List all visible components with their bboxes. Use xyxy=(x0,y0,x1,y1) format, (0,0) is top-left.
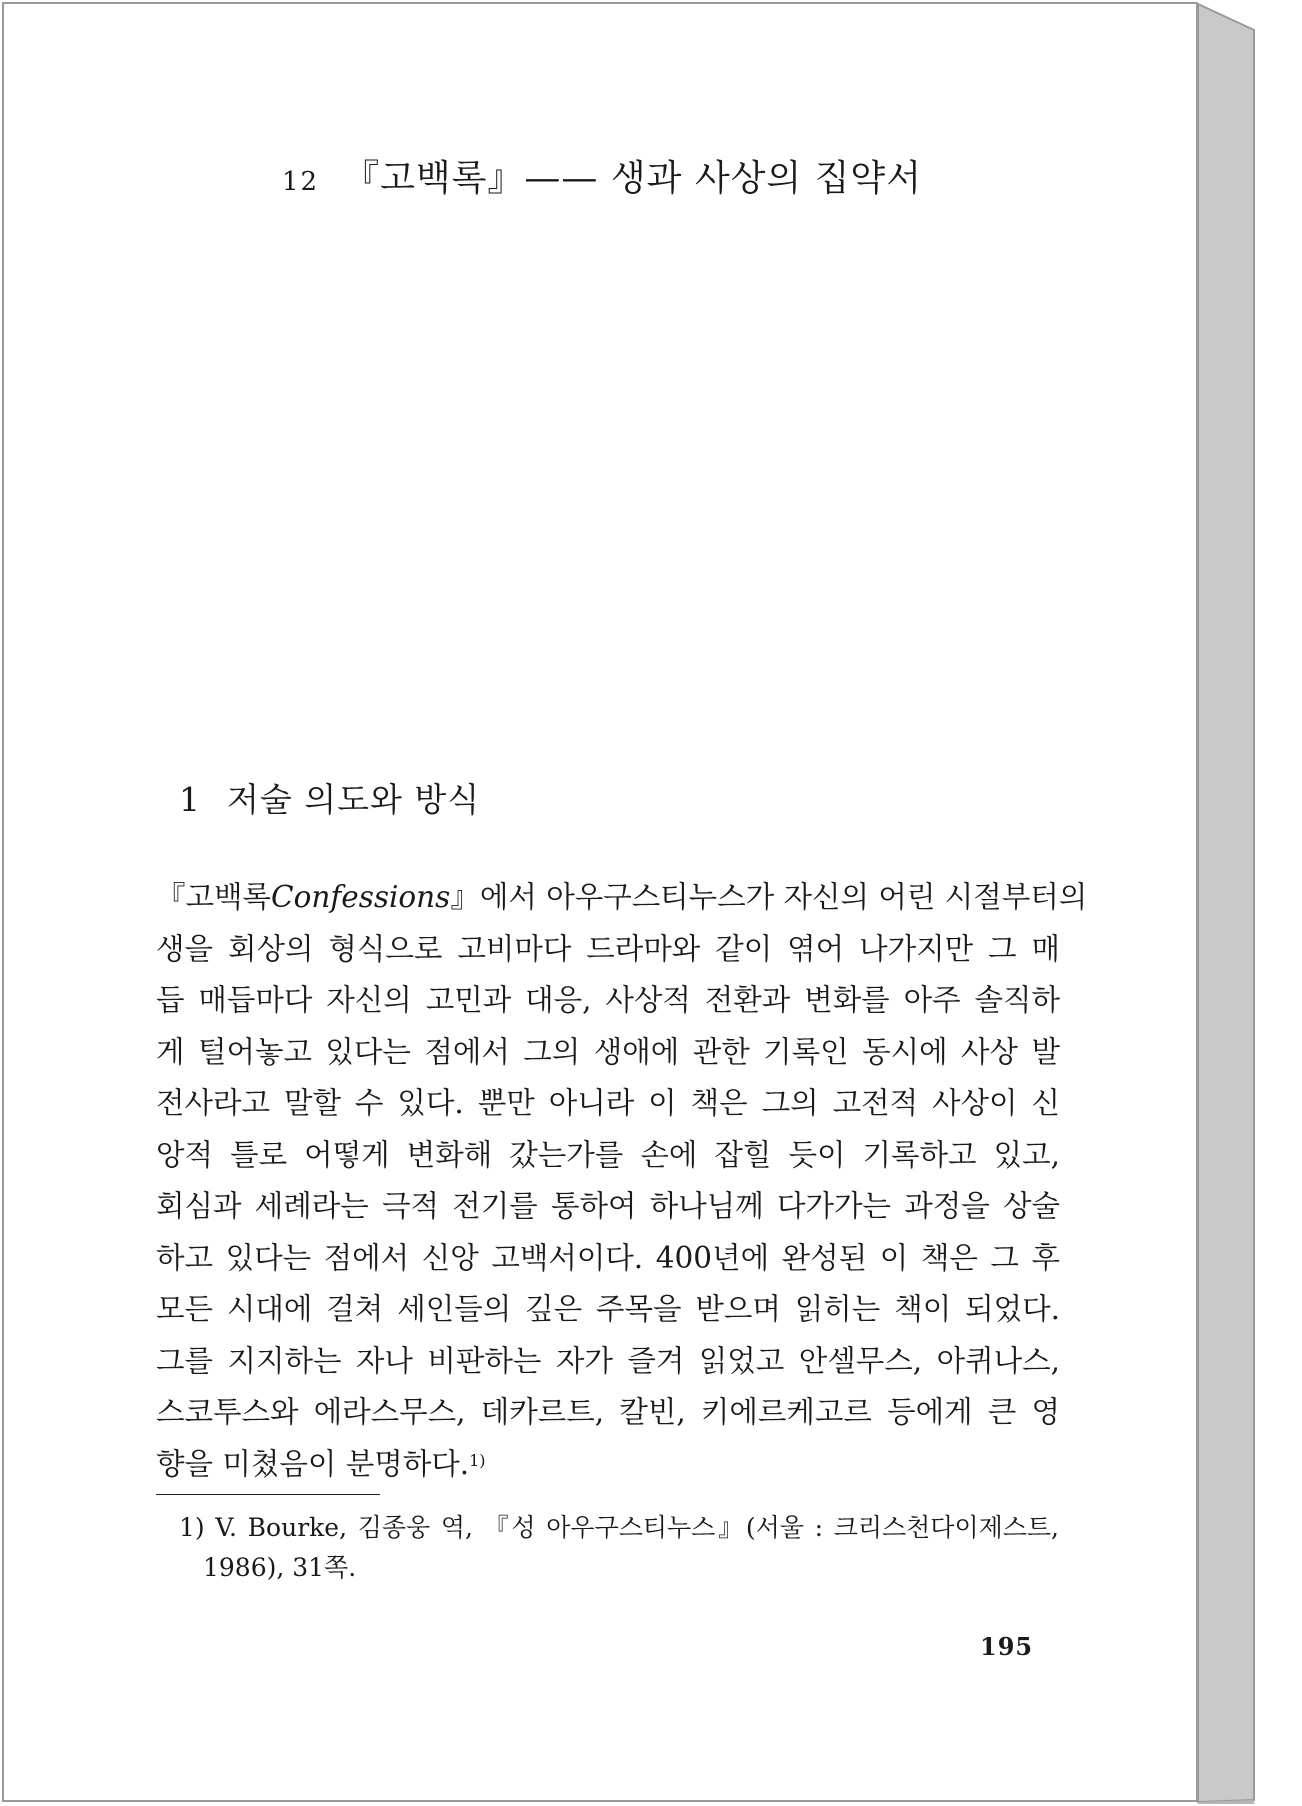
section-number: 1 xyxy=(179,780,201,819)
body-line-prefix: 『고백록 xyxy=(156,880,271,914)
body-last-line-text: 향을 미쳤음이 분명하다. xyxy=(156,1446,470,1481)
page-number: 195 xyxy=(980,1632,1034,1661)
body-line-suffix: 』에서 아우구스티누스가 자신의 어린 시절부터의 xyxy=(450,880,1088,914)
body-line: 전사라고 말할 수 있다. 뿐만 아니라 이 책은 그의 고전적 사상이 신 xyxy=(156,1086,1060,1120)
section-title: 저술 의도와 방식 xyxy=(227,780,481,819)
body-line: 모든 시대에 걸쳐 세인들의 깊은 주목을 받으며 읽히는 책이 되었다. xyxy=(156,1292,1060,1326)
body-line: 듭 매듭마다 자신의 고민과 대응, 사상적 전환과 변화를 아주 솔직하 xyxy=(156,983,1060,1017)
body-line: 앙적 틀로 어떻게 변화해 갔는가를 손에 잡힐 듯이 기록하고 있고, xyxy=(156,1137,1060,1172)
chapter-title-text: 『고백록』—— 생과 사상의 집약서 xyxy=(343,158,922,199)
body-line: 그를 지지하는 자나 비판하는 자가 즐겨 읽었고 안셀무스, 아퀴나스, xyxy=(156,1343,1060,1378)
italic-title: Confessions xyxy=(271,880,451,914)
chapter-number: 12 xyxy=(282,167,320,197)
body-line: 하고 있다는 점에서 신앙 고백서이다. 400년에 완성된 이 책은 그 후 xyxy=(156,1240,1060,1275)
body-line: 생을 회상의 형식으로 고비마다 드라마와 같이 엮어 나가지만 그 매 xyxy=(156,931,1060,966)
footnote-line: 1986), 31쪽. xyxy=(203,1553,357,1582)
footnote-line: 1) V. Bourke, 김종웅 역, 『성 아우구스티누스』(서울 : 크리스천다이제스트, xyxy=(179,1513,1059,1542)
footnote-reference[interactable]: 1) xyxy=(469,1450,486,1470)
body-line: 회심과 세례라는 극적 전기를 통하여 하나님께 다가가는 과정을 상술 xyxy=(156,1189,1060,1223)
body-line: 게 털어놓고 있다는 점에서 그의 생애에 관한 기록인 동시에 사상 발 xyxy=(156,1034,1060,1069)
book-spine-face xyxy=(1198,4,1254,1802)
body-line: 스코투스와 에라스무스, 데카르트, 칼빈, 키에르케고르 등에게 큰 영 xyxy=(156,1395,1060,1429)
